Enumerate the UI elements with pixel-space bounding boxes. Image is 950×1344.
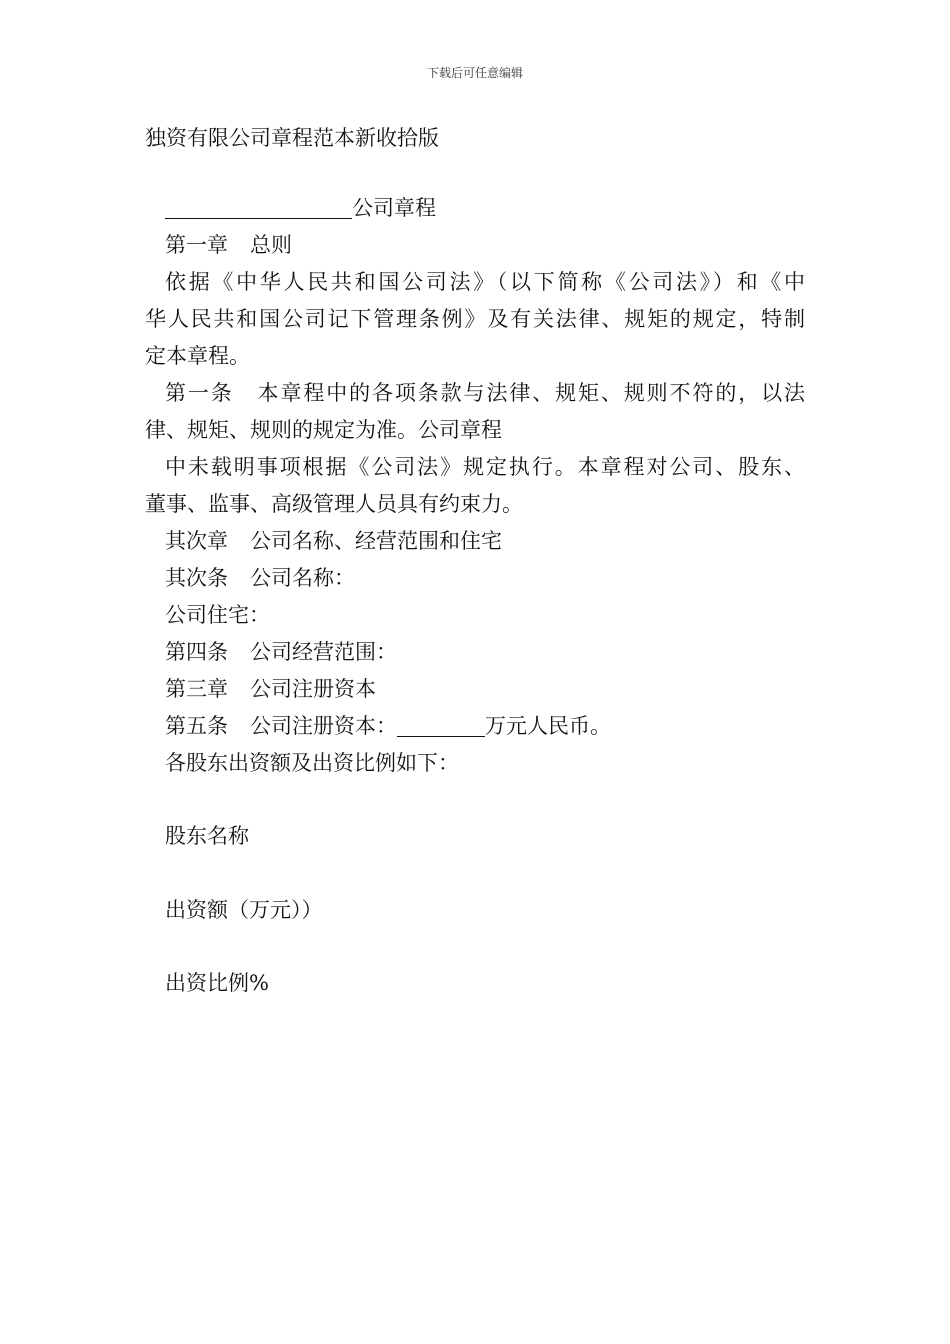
article-2-label: 其次条 [165,566,228,590]
chapter-1-heading [165,227,825,264]
article-1-cont-line-1: 中未载明事项根据《公司法》规定执行。本章程对公司、股东、 [165,455,805,479]
chapter-2-label: 其次章 [165,529,228,553]
capital-amount-blank [397,712,485,737]
article-1-text: 本章程中的各项条款与法律、规矩、规则不符的，以法 [255,381,806,405]
contribution-ratio-header: 出资比例% [165,971,269,995]
contribution-amount-header: 出资额（万元）） [165,898,323,922]
article-1-label: 第一条 [165,381,234,405]
company-address: 公司住宅： [165,603,270,627]
article-4-text: 公司经营范围： [250,640,397,664]
chapter-1-title: 总则 [250,233,292,257]
document-title: 独资有限公司章程范本新收拾版 [145,126,439,150]
company-name-blank [165,194,352,219]
article-2-text: 公司名称： [250,566,355,590]
article-5-text-after: 万元人民币。 [485,714,611,738]
chapter-2-title: 公司名称、经营范围和住宅 [250,529,502,553]
article-4 [165,634,825,671]
article-5-text-before: 公司注册资本： [250,714,397,738]
chapter-2-heading [165,523,825,560]
article-1-cont-line-2: 董事、监事、高级管理人员具有约束力。 [145,492,523,516]
company-charter-heading [165,190,825,227]
chapter-3-title: 公司注册资本 [250,677,376,701]
shareholder-name-header: 股东名称 [165,824,249,848]
article-5 [165,708,825,745]
contribution-intro: 各股东出资额及出资比例如下： [165,751,459,775]
article-1-line-1 [165,375,805,412]
preamble-line-3: 定本章程。 [145,344,250,368]
chapter-1-label: 第一章 [165,233,228,257]
article-2 [165,560,825,597]
chapter-3-label: 第三章 [165,677,228,701]
chapter-3-heading [165,671,825,708]
article-1-line-2: 律、规矩、规则的规定为准。公司章程 [145,418,502,442]
preamble-line-1: 依据《中华人民共和国公司法》（以下简称《公司法》）和《中 [165,270,805,294]
page-header-note: 下载后可任意编辑 [426,66,523,80]
article-5-label: 第五条 [165,714,228,738]
preamble-line-2: 华人民共和国公司记下管理条例》及有关法律、规矩的规定，特制 [145,307,805,331]
charter-suffix: 公司章程 [352,196,436,220]
article-4-label: 第四条 [165,640,228,664]
